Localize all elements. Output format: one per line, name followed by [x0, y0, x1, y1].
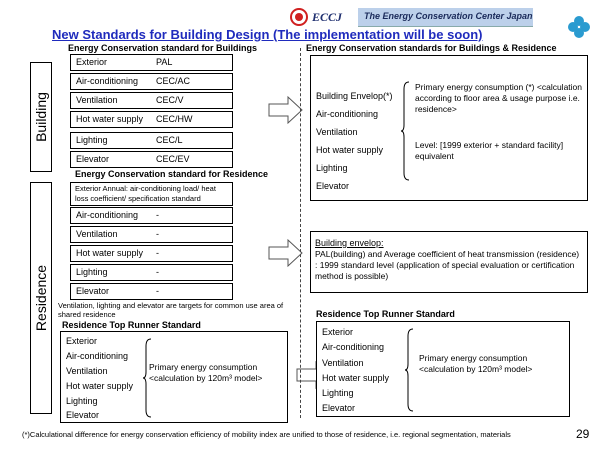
org-banner: [358, 8, 533, 27]
list-item: Exterior: [322, 327, 354, 337]
list-item: Ventilation: [66, 366, 108, 376]
top-runner-right-box: [316, 321, 570, 417]
list-item: Hot water supply: [322, 373, 390, 383]
logo-text: ECCJ: [312, 10, 343, 24]
page-number: 29: [576, 427, 590, 441]
residence-row: Air-conditioning -: [70, 207, 233, 224]
building-row: Exterior PAL: [70, 54, 233, 71]
list-item: Hot water supply: [66, 381, 134, 391]
list-item: Elevator: [66, 410, 100, 420]
arrow-right-icon: [268, 238, 304, 268]
right-building-box: [310, 55, 588, 201]
residence-row: Ventilation -: [70, 226, 233, 243]
building-standard-heading: Energy Conservation standard for Buildings: [68, 43, 258, 53]
envelope-text: PAL(building) and Average coefficient of heat transmission (residence) : 1999 standard level (application of special evaluation or certification method is possible): [315, 249, 580, 281]
residence-exterior-note: Exterior Annual: air-conditioning load/ heat loss coefficient/ specification standard: [70, 182, 233, 206]
list-item: Air-conditioning: [316, 109, 379, 119]
top-runner-left-heading: Residence Top Runner Standard: [62, 320, 201, 330]
residence-row: Hot water supply -: [70, 245, 233, 262]
top-runner-right-heading: Residence Top Runner Standard: [316, 309, 455, 319]
top-runner-right-note: Primary energy consumption <calculation by 120m³ model>: [419, 353, 533, 374]
list-item: Air-conditioning: [322, 342, 385, 352]
building-row: Ventilation CEC/V: [70, 92, 233, 109]
list-item: Lighting: [322, 388, 354, 398]
list-item: Building Envelop(*): [316, 91, 393, 101]
list-item: Hot water supply: [316, 145, 384, 155]
clover-icon: [566, 14, 592, 40]
brace-icon: [401, 81, 411, 181]
right-envelope-box: [310, 231, 588, 293]
top-runner-left-box: [60, 331, 288, 423]
list-item: Ventilation: [316, 127, 358, 137]
residence-standard-heading: Energy Conservation standard for Residence: [75, 169, 269, 179]
building-side-label: Building: [30, 62, 52, 172]
section-divider: [300, 48, 301, 418]
arrow-right-icon: [268, 95, 304, 125]
building-row: Hot water supply CEC/HW: [70, 111, 233, 128]
right-panel-heading: Energy Conservation standards for Buildings & Residence: [306, 43, 557, 53]
residence-side-label: Residence: [30, 182, 52, 414]
building-row: Air-conditioning CEC/AC: [70, 73, 233, 90]
residence-row: Lighting -: [70, 264, 233, 281]
building-row: Elevator CEC/EV: [70, 151, 233, 168]
list-item: Ventilation: [322, 358, 364, 368]
list-item: Lighting: [316, 163, 348, 173]
envelope-title: Building envelop:: [315, 238, 384, 248]
list-item: Exterior: [66, 336, 98, 346]
list-item: Air-conditioning: [66, 351, 129, 361]
building-row: Lighting CEC/L: [70, 132, 233, 149]
residence-row: Elevator -: [70, 283, 233, 300]
residence-footnote: Ventilation, lighting and elevator are targets for common use area of shared residence: [58, 301, 284, 319]
brace-icon: [405, 328, 415, 412]
list-item: Lighting: [66, 396, 98, 406]
eccj-logo: [290, 8, 360, 26]
list-item: Elevator: [322, 403, 356, 413]
org-name: The Energy Conservation Center Japan: [364, 11, 533, 21]
sun-logo-icon: [290, 8, 308, 26]
page-title: New Standards for Building Design (The implementation will be soon): [52, 27, 483, 42]
right-building-note-2: Level: [1999 exterior + standard facility] equivalent: [415, 140, 564, 161]
footer-note: (*)Calculational difference for energy conservation efficiency of mobility index are unified to those of residence, i.e. regional segmentation, materials: [22, 430, 511, 439]
list-item: Elevator: [316, 181, 350, 191]
right-building-note-1: Primary energy consumption (*) <calculation according to floor area & usage purpose i.e. residence>: [415, 82, 583, 114]
top-runner-left-note: Primary energy consumption <calculation by 120m³ model>: [149, 362, 263, 383]
